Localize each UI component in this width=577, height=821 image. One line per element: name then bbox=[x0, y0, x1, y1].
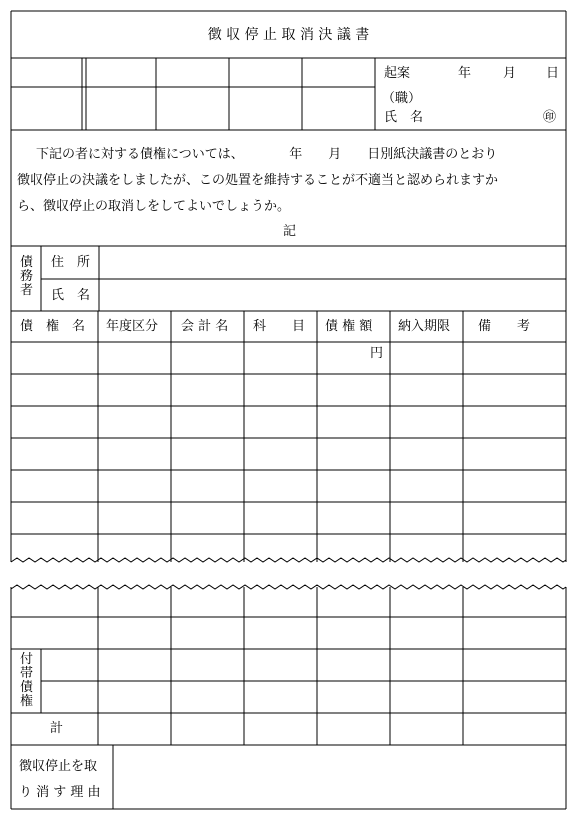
intro-line-2: 徴収停止の決議をしましたが、この処置を維持することが不適当と認められますか bbox=[17, 173, 499, 188]
col-header-saiken-name: 債 権 名 bbox=[20, 319, 86, 334]
ki-label: 記 bbox=[283, 224, 297, 239]
shimei-label: 氏 名 bbox=[384, 110, 424, 125]
day-label: 日 bbox=[546, 66, 560, 81]
col-header-amount: 債 権 額 bbox=[325, 319, 373, 334]
col-header-account: 会 計 名 bbox=[181, 319, 229, 334]
col-header-remarks: 備 考 bbox=[478, 319, 531, 334]
reason-label-line-2: り 消 す 理 由 bbox=[19, 785, 101, 800]
year-label: 年 bbox=[458, 66, 472, 81]
kian-label: 起案 bbox=[384, 66, 411, 81]
break-line-top bbox=[11, 558, 566, 562]
amount-unit: 円 bbox=[370, 346, 384, 361]
break-line-bottom bbox=[11, 585, 566, 589]
debtor-address-label: 住 所 bbox=[51, 255, 91, 270]
lower-lines bbox=[11, 587, 566, 809]
col-header-due: 納入期限 bbox=[398, 319, 451, 334]
form-title: 徴 収 停 止 取 消 決 議 書 bbox=[207, 27, 370, 43]
total-label: 計 bbox=[50, 721, 64, 736]
shoku-label: （職） bbox=[382, 91, 422, 106]
intro-line-1: 下記の者に対する債権については、 年 月 日別紙決議書のとおり bbox=[36, 147, 498, 162]
intro-line-3: ら、徴収停止の取消しをしてよいでしょうか。 bbox=[17, 199, 291, 214]
col-header-item: 科 目 bbox=[253, 319, 306, 334]
month-label: 月 bbox=[503, 66, 517, 81]
accessory-label: 付帯債権 bbox=[20, 652, 34, 709]
upper-lines bbox=[11, 11, 566, 562]
col-header-fiscal-year: 年度区分 bbox=[106, 319, 159, 334]
debtor-name-label: 氏 名 bbox=[51, 288, 91, 303]
seal-mark: ㊞ bbox=[543, 110, 557, 125]
reason-label-line-1: 徴収停止を取 bbox=[19, 759, 98, 774]
debtor-group-label: 債務者 bbox=[20, 255, 34, 298]
